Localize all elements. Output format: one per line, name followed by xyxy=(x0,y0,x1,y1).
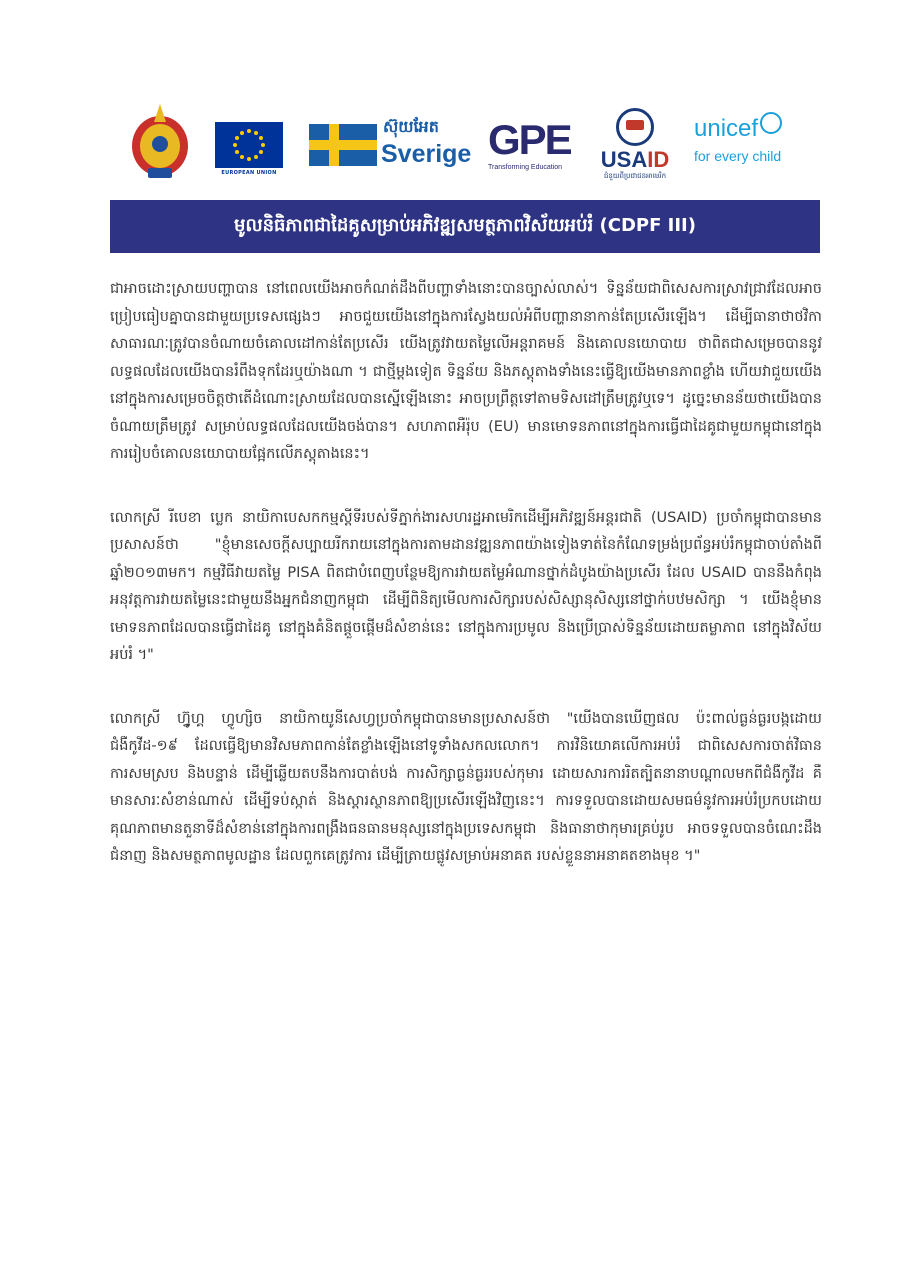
sverige-logo xyxy=(309,116,472,176)
eu-logo xyxy=(215,122,283,180)
article-body xyxy=(110,276,822,907)
partner-logos xyxy=(128,100,800,188)
usaid-seal-icon xyxy=(616,108,654,146)
unicef-tagline: for every child xyxy=(694,148,782,164)
gpe-subtitle: Transforming Education xyxy=(488,164,563,171)
sverige-text: Sverige xyxy=(381,140,472,168)
title-banner xyxy=(110,200,820,253)
eu-logo-text: EUROPEAN UNION xyxy=(221,170,277,176)
usaid-name-a: USA xyxy=(600,147,648,172)
sverige-khmer-text: ស៊ុយអែត xyxy=(383,117,439,136)
usaid-name xyxy=(594,148,676,172)
unicef-logo xyxy=(694,112,800,170)
paragraph-usaid: លោកស្រី រីបេខា ប្លេក នាយិកាបេសកកម្មស្តីទីរបស់ទីភ្នាក់ងារសហរដ្ឋអាមេរិកដើម្បីអភិវឌ្ឍន៍អន្តរជាតិ (USAID) ប្រចាំកម្ពុជាបានមានប្រសាសន៍ថា "ខ្ញុំមានសេចក្តីសប្បាយរីករាយនៅក្នុងការតាមដានវឌ្ឍនភាពយ៉ាងទៀងទាត់នៃកំណែទម្រង់ប្រព័ន្ធអប់រំកម្ពុជាចាប់តាំងពីឆ្នាំ២០១៣មក។ កម្មវិធីវាយតម្លៃ PISA ពិតជាបំពេញបន្ថែមឱ្យការវាយតម្លៃអំណានថ្នាក់ដំបូងយ៉ាងប្រសើរ ដែល USAID បាននឹងកំពុងអនុវត្តការវាយតម្លៃនេះជាមួយនឹងអ្នកជំនាញកម្ពុជា ដើម្បីពិនិត្យមើលការសិក្សារបស់សិស្សានុសិស្សនៅថ្នាក់បឋមសិក្សា ។ យើងខ្ញុំមានមោទនភាពដែលបានធ្វើជាដៃគូ នៅក្នុងគំនិតផ្តួចផ្តើមដ៏សំខាន់នេះ នៅក្នុងការប្រមូល និងប្រើប្រាស់ទិន្នន័យដោយតម្លាភាព នៅក្នុងវិស័យអប់រំ ។" xyxy=(110,509,822,663)
unicef-globe-icon xyxy=(760,112,782,134)
paragraph-unicef: លោកស្រី ហ្វ៊ូហ្គ ហ្វូហ្សិច នាយិកាយូនីសេហ្វប្រចាំកម្ពុជាបានមានប្រសាសន៍ថា "យើងបានឃើញផល ប៉ះពាល់ធ្ងន់ធ្ងរបង្កដោយជំងឺកូវីដ-១៩ ដែលធ្វើឱ្យមានវិសមភាពកាន់តែខ្លាំងឡើងនៅទូទាំងសកលលោក។ ការវិនិយោគលើការអប់រំ ជាពិសេសការចាត់វិធានការសមស្រប និងបន្ទាន់ ដើម្បីឆ្លើយតបនឹងការបាត់បង់ ការសិក្សាធ្ងន់ធ្ងររបស់កុមារ ដោយសារការរិតត្បិតនានាបណ្តាលមកពីជំងឺកូវីដ គឺមានសារៈសំខាន់ណាស់ ដើម្បីទប់ស្កាត់ និងស្តារស្ថានភាពឱ្យប្រសើរឡើងវិញនេះ។ ការទទួលបានដោយសមធម៌នូវការអប់រំប្រកបដោយ គុណភាពមានតួនាទីដ៏សំខាន់នៅក្នុងការពង្រឹងធនធានមនុស្សនៅក្នុងប្រទេសកម្ពុជា និងធានាថាកុមារគ្រប់រូប អាចទទួលបានចំណេះដឹង ជំនាញ និងសមត្ថភាពមូលដ្ឋាន ដែលពួកគេត្រូវការ ដើម្បីត្រាយផ្លូវសម្រាប់អនាគត របស់ខ្លួននាអនាគតខាងមុខ ។" xyxy=(110,710,822,864)
eu-flag-icon xyxy=(215,122,283,168)
usaid-logo xyxy=(594,108,676,180)
unicef-text: unicef xyxy=(694,115,759,142)
gpe-mark-text: GPE xyxy=(488,116,571,163)
paragraph-eu: ជាអាចដោះស្រាយបញ្ហាបាន នៅពេលយើងអាចកំណត់ដឹងពីបញ្ហាទាំងនោះបានច្បាស់លាស់។ ទិន្នន័យជាពិសេសការស្រាវជ្រាវដែលអាចប្រៀបធៀបគ្នាបានជាមួយប្រទេសផ្សេងៗ អាចជួយយើងនៅក្នុងការស្វែងយល់អំពីបញ្ហានានាកាន់តែប្រសើរឡើង។ ដើម្បីធានាថាថវិកាសាធារណៈត្រូវបានចំណាយចំគោលដៅកាន់តែប្រសើរ យើងត្រូវវាយតម្លៃលើអន្តរាគមន៍ និងគោលនយោបាយ ថាពិតជាសម្រេចបាននូវលទ្ធផលដែលយើងបានរំពឹងទុកដែរឬយ៉ាងណា ។ ជាថ្មីម្តងទៀត ទិន្នន័យ និងភស្តុតាងទាំងនេះធ្វើឱ្យយើងមានភាពខ្លាំង ហើយវាជួយយើងនៅក្នុងការសម្រេចចិត្តថាតើដំណោះស្រាយដែលបានស្នើឡើងនោះ អាចប្រព្រឹត្តទៅតាមទិសដៅត្រឹមត្រូវឬទេ។ ដូច្នេះមានន័យថាយើងបានចំណាយត្រឹមត្រូវ សម្រាប់លទ្ធផលដែលយើងចង់បាន។ សហភាពអឺរ៉ុប (EU) មានមោទនភាពនៅក្នុងការធ្វើជាដៃគូជាមួយកម្ពុជានៅក្នុងការរៀបចំគោលនយោបាយផ្អែកលើភស្តុតាងនេះ។ xyxy=(110,281,822,462)
sweden-flag-icon xyxy=(309,124,377,166)
moeys-emblem-logo xyxy=(128,100,192,182)
gpe-logo xyxy=(488,118,578,186)
usaid-name-b: ID xyxy=(647,147,670,172)
page-title: មូលនិធិភាពជាដៃគូសម្រាប់អភិវឌ្ឍសមត្ថភាពវិស័យអប់រំ (CDPF III) xyxy=(234,215,696,236)
unicef-wordmark xyxy=(694,112,800,143)
usaid-khmer-text: ជំនួយពីប្រជាជនអាមេរិក xyxy=(603,172,667,180)
